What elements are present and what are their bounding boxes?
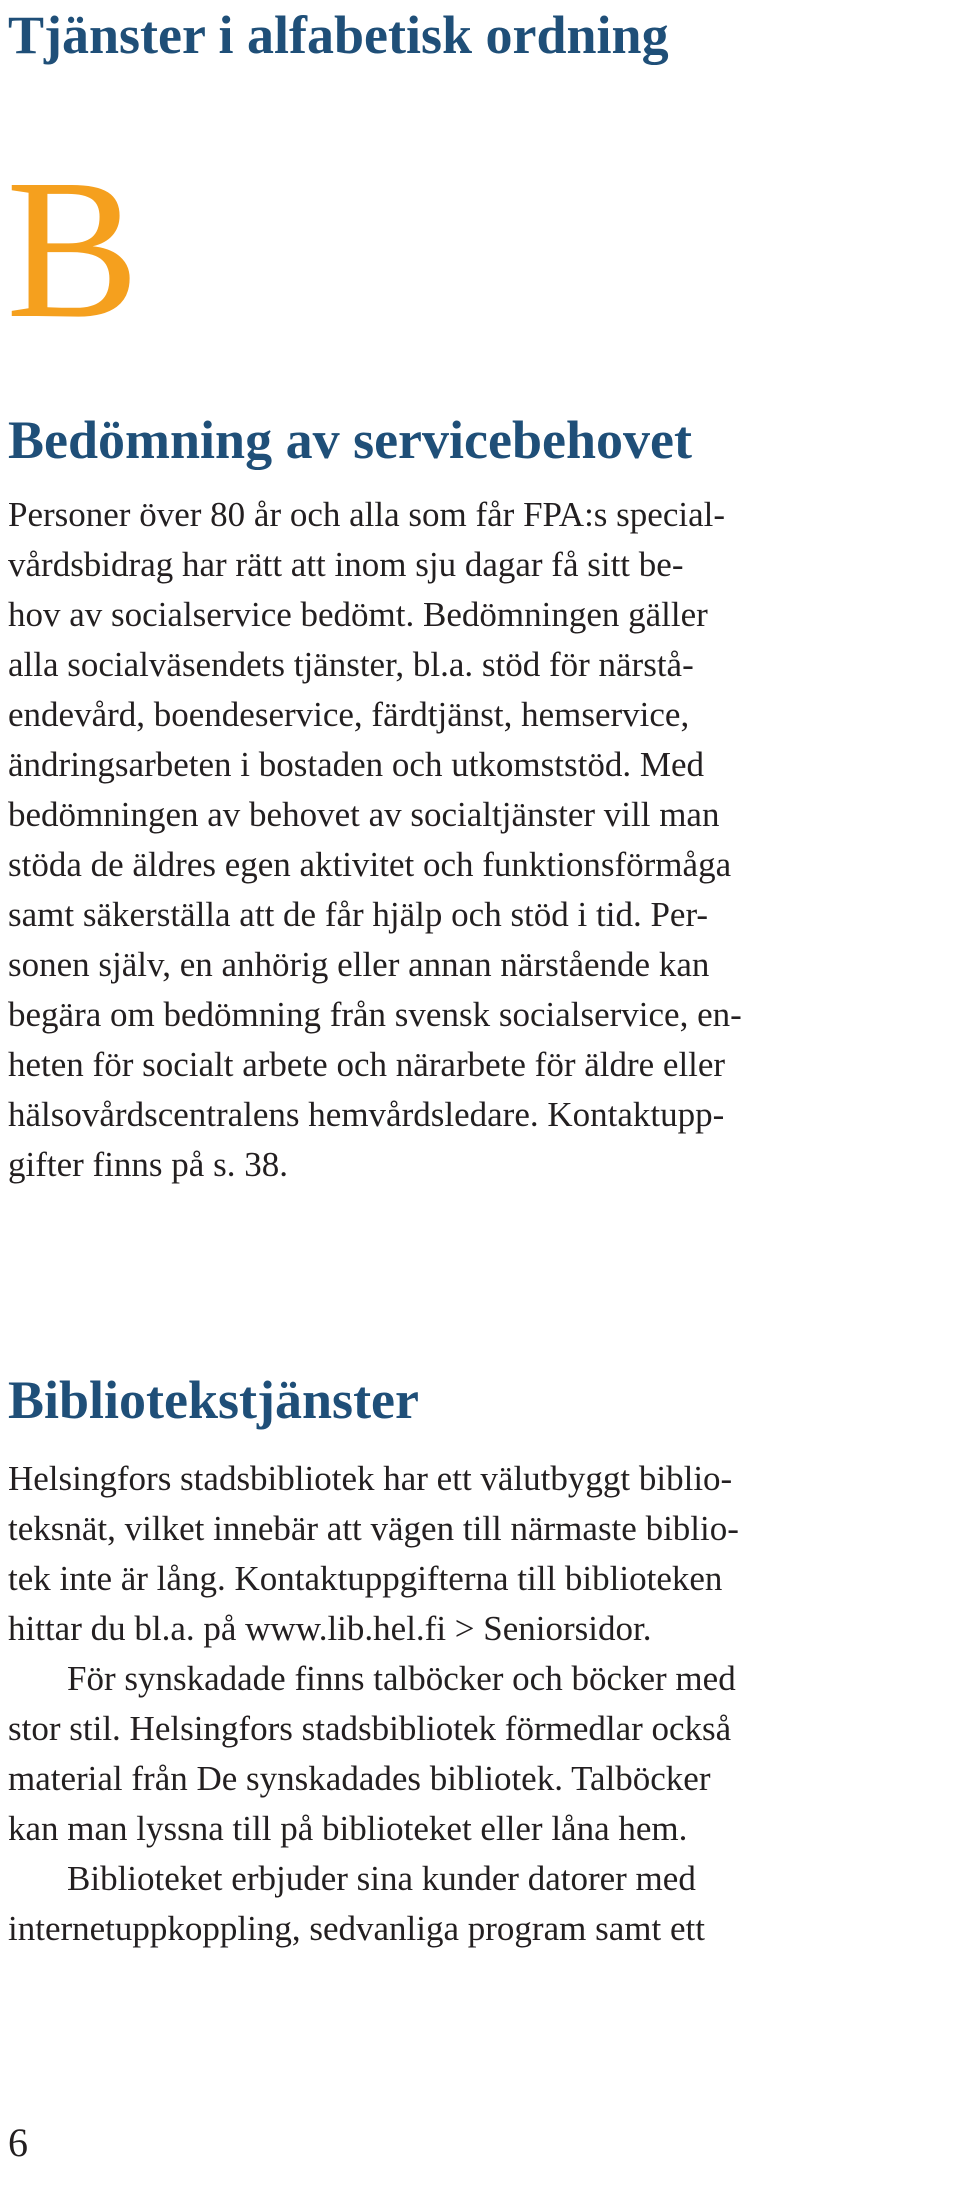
text-line: samt säkerställa att de får hjälp och stöd i tid. Per- xyxy=(8,895,709,934)
text-line: hittar du bl.a. på www.lib.hel.fi > Seniorsidor. xyxy=(8,1609,652,1648)
text-line: material från De synskadades bibliotek. Talböcker xyxy=(8,1759,711,1798)
paragraph-bedomning xyxy=(8,490,958,1190)
text-line: stöda de äldres egen aktivitet och funktionsförmåga xyxy=(8,845,732,884)
text-line: hov av socialservice bedömt. Bedömningen gäller xyxy=(8,595,708,634)
text-line: hälsovårdscentralens hemvårdsledare. Kontaktupp- xyxy=(8,1095,725,1134)
text-line: teksnät, vilket innebär att vägen till närmaste biblio- xyxy=(8,1509,739,1548)
text-line: internetuppkoppling, sedvanliga program samt ett xyxy=(8,1909,705,1948)
text-line: ändringsarbeten i bostaden och utkomststöd. Med xyxy=(8,745,704,784)
text-line: kan man lyssna till på biblioteket eller låna hem. xyxy=(8,1809,688,1848)
text-line: tek inte är lång. Kontaktuppgifterna till biblioteken xyxy=(8,1559,723,1598)
text-line: För synskadade finns talböcker och böcker med xyxy=(67,1659,736,1698)
text-line: gifter finns på s. 38. xyxy=(8,1145,288,1184)
text-line: heten för socialt arbete och närarbete för äldre eller xyxy=(8,1045,726,1084)
section-letter: B xyxy=(6,139,140,360)
text-line: bedömningen av behovet av socialtjänster vill man xyxy=(8,795,720,834)
heading-bibliotekstjanster: Bibliotekstjänster xyxy=(8,1370,419,1430)
text-line: sonen själv, en anhörig eller annan närstående kan xyxy=(8,945,710,984)
text-line: begära om bedömning från svensk socialservice, en- xyxy=(8,995,742,1034)
text-line: Personer över 80 år och alla som får FPA:s special- xyxy=(8,495,726,534)
text-line: vårdsbidrag har rätt att inom sju dagar få sitt be- xyxy=(8,545,684,584)
text-line: endevård, boendeservice, färdtjänst, hemservice, xyxy=(8,695,690,734)
text-line: Biblioteket erbjuder sina kunder datorer med xyxy=(67,1859,696,1898)
paragraph-bibliotek xyxy=(8,1454,958,1954)
heading-bedomning-av-servicebehovet: Bedömning av servicebehovet xyxy=(8,410,692,470)
page-title: Tjänster i alfabetisk ordning xyxy=(8,5,669,65)
page-number: 6 xyxy=(8,2120,28,2165)
text-line: Helsingfors stadsbibliotek har ett välutbyggt biblio- xyxy=(8,1459,733,1498)
text-line: alla socialväsendets tjänster, bl.a. stöd för närstå- xyxy=(8,645,694,684)
text-line: stor stil. Helsingfors stadsbibliotek förmedlar också xyxy=(8,1709,732,1748)
